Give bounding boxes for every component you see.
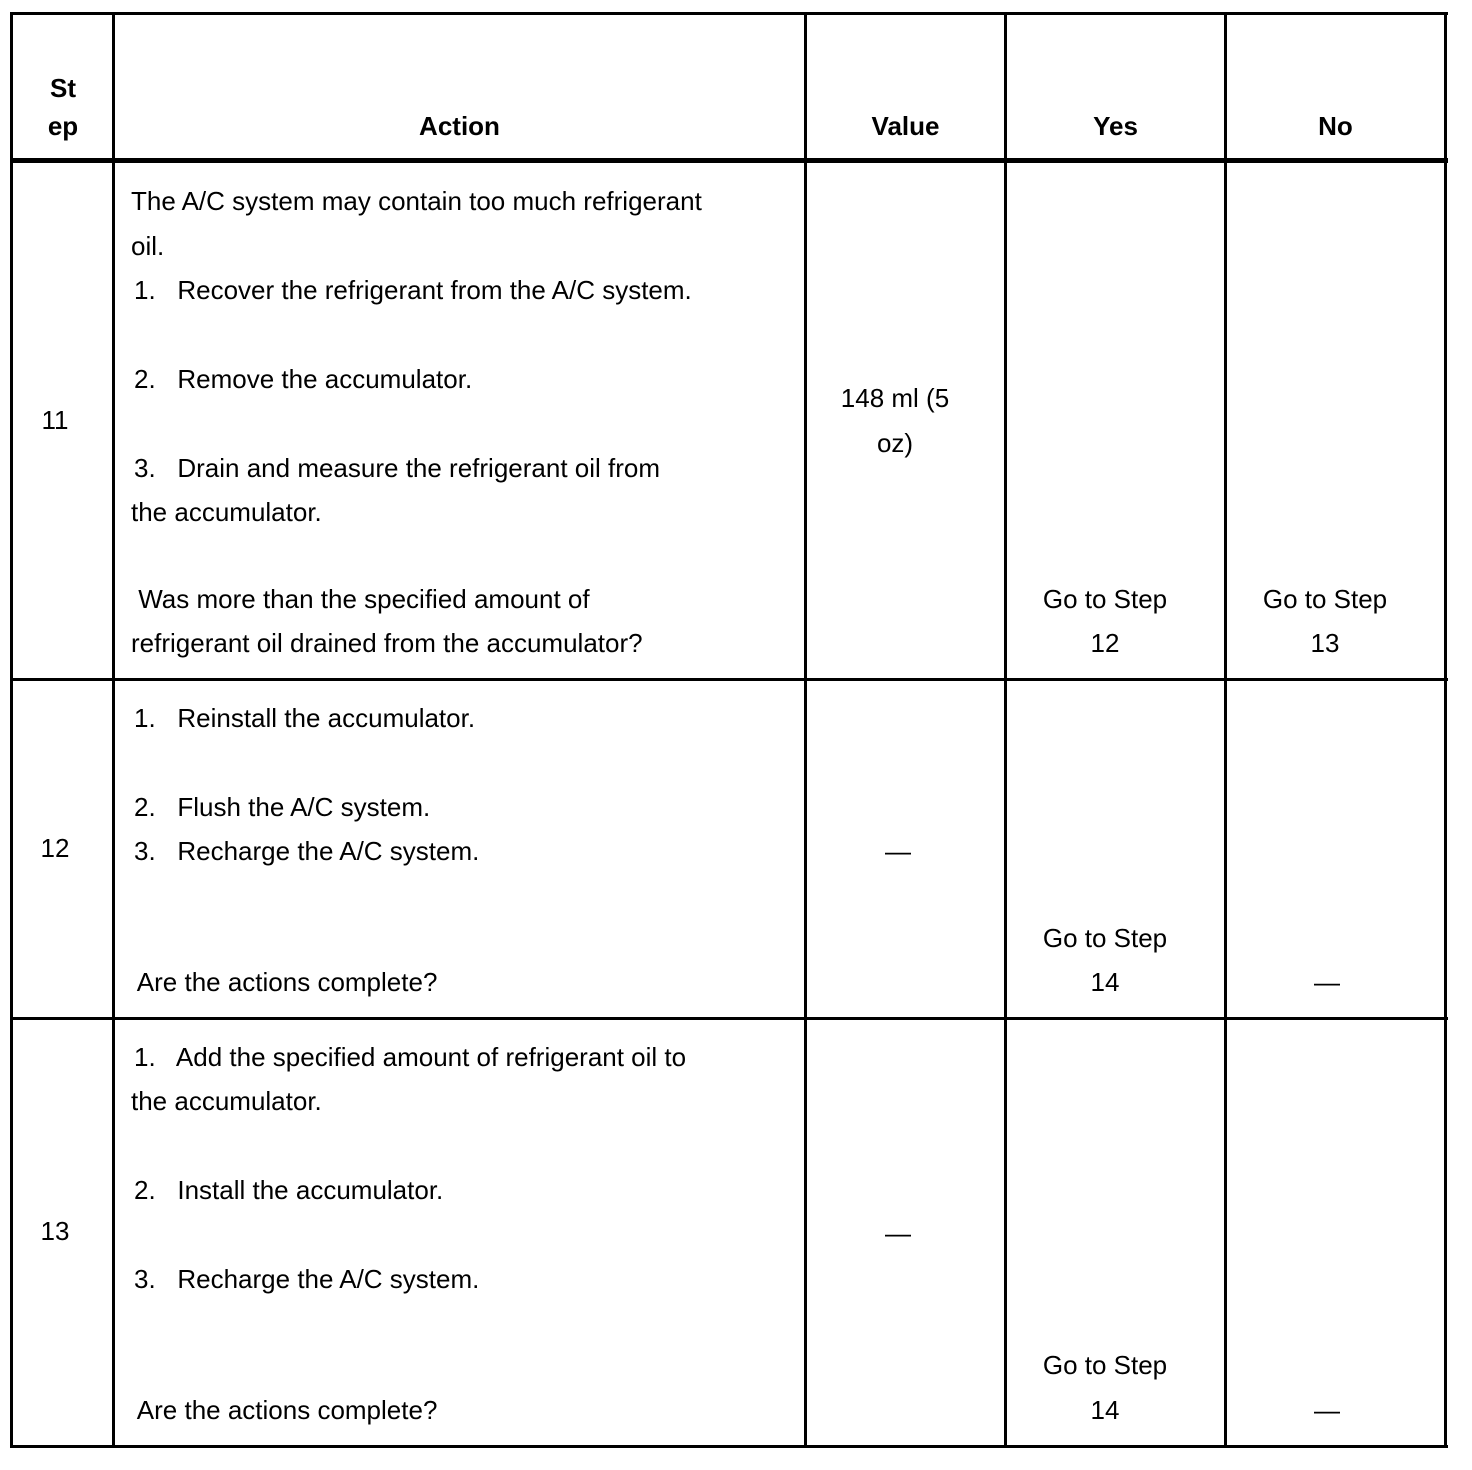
table-border-top xyxy=(10,12,1448,15)
action-line: the accumulator. xyxy=(131,497,322,527)
action-line: The A/C system may contain too much refrigerant xyxy=(131,186,702,216)
yes-cell: 12 xyxy=(1090,628,1120,658)
header-divider xyxy=(10,158,1448,163)
step-number: 13 xyxy=(40,1216,70,1246)
action-line: 1. Reinstall the accumulator. xyxy=(134,703,476,733)
action-line: oil. xyxy=(131,231,165,261)
header-no: No xyxy=(1318,111,1353,141)
no-cell: — xyxy=(1314,967,1340,997)
action-line: 2. Remove the accumulator. xyxy=(134,364,473,394)
action-question: refrigerant oil drained from the accumulator? xyxy=(131,628,643,658)
row-divider-11 xyxy=(10,678,1448,681)
no-cell: — xyxy=(1314,1395,1340,1425)
yes-cell: Go to Step xyxy=(1042,923,1168,953)
step-number: 11 xyxy=(41,405,69,435)
action-question: Are the actions complete? xyxy=(131,1395,438,1425)
action-question: Was more than the specified amount of xyxy=(131,584,590,614)
action-question: Are the actions complete? xyxy=(131,967,438,997)
table-border-right xyxy=(1444,12,1447,1448)
action-line: 1. Recover the refrigerant from the A/C system. xyxy=(134,275,692,305)
header-step-line2: ep xyxy=(47,111,79,141)
table-border-bottom xyxy=(10,1445,1448,1448)
action-line: 1. Add the specified amount of refrigerant oil to xyxy=(134,1042,687,1072)
yes-cell: Go to Step xyxy=(1042,1350,1168,1380)
step-number: 12 xyxy=(40,833,70,863)
header-yes: Yes xyxy=(1093,111,1138,141)
action-line: 3. Drain and measure the refrigerant oil from xyxy=(134,453,661,483)
column-divider-value xyxy=(1004,12,1007,1448)
action-line: 2. Install the accumulator. xyxy=(134,1175,444,1205)
action-line: 3. Recharge the A/C system. xyxy=(134,836,480,866)
row-divider-12 xyxy=(10,1017,1448,1020)
column-divider-yes xyxy=(1224,12,1227,1448)
diagnostic-table xyxy=(10,12,1448,1448)
yes-cell: Go to Step xyxy=(1042,584,1168,614)
no-cell: Go to Step xyxy=(1262,584,1388,614)
yes-cell: 14 xyxy=(1090,967,1120,997)
action-line: the accumulator. xyxy=(131,1086,322,1116)
value-cell: — xyxy=(885,836,911,866)
no-cell: 13 xyxy=(1310,628,1340,658)
value-cell: 148 ml (5 xyxy=(840,383,950,413)
action-line: 2. Flush the A/C system. xyxy=(134,792,431,822)
yes-cell: 14 xyxy=(1090,1395,1120,1425)
action-line: 3. Recharge the A/C system. xyxy=(134,1264,480,1294)
value-cell: oz) xyxy=(876,428,914,458)
value-cell: — xyxy=(885,1218,911,1248)
column-divider-step xyxy=(112,12,115,1448)
header-value: Value xyxy=(871,111,940,141)
header-action: Action xyxy=(419,111,500,141)
header-step-line1: St xyxy=(50,73,76,103)
